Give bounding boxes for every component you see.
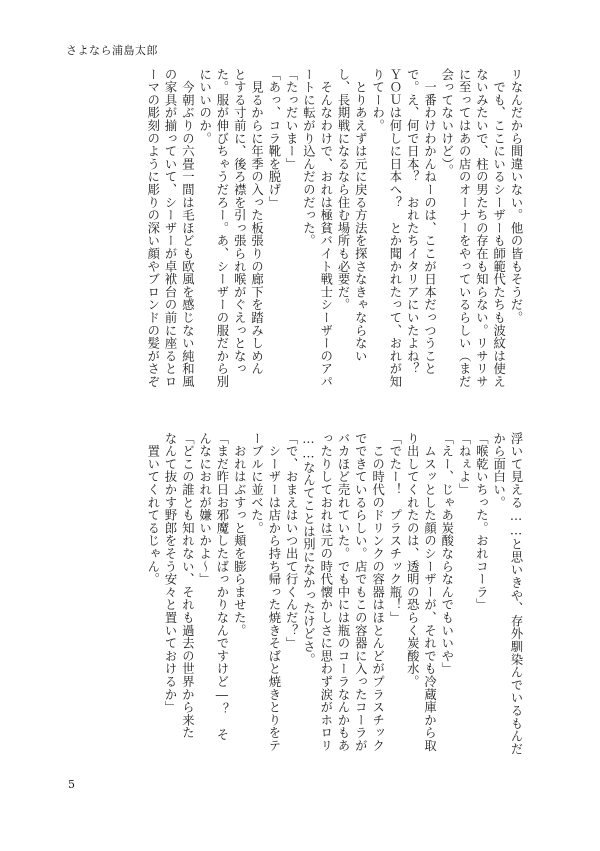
- text-line: ーブルに並べた。: [249, 432, 264, 535]
- text-line: で。え、何で日本？ おれたちイタリアにいたよね？: [405, 68, 420, 376]
- text-line: ーマの彫刻のように彫りの深い顔やブロンドの髪がさぞ: [145, 68, 160, 388]
- text-line: でも、ここにいるシーザーも師範代たちも波紋は使え: [491, 68, 506, 388]
- text-line: 「まだ昨日お邪魔したばっかりなんですけど―？ そ: [214, 432, 229, 741]
- text-line: り出してくれたのは、透明の恐らく炭酸水。: [405, 432, 420, 688]
- text-line: た。服が伸びちゃうだろー。あ、シーザーの服だから別: [214, 68, 229, 388]
- text-line: 「あっ、コラ靴を脱げ」: [266, 68, 281, 209]
- text-line: この時代のドリンクの容器はほとんどがプラスチック: [370, 432, 385, 752]
- text-line: ……なんてことは別になかったけどさ。: [301, 432, 316, 666]
- text-line: 「たっだいまー」: [284, 68, 299, 171]
- text-line: し、長期戦になるなら住む場所も必要だ。: [336, 68, 351, 312]
- text-line: ムスッとした顔のシーザーが、それでも冷蔵庫から取: [422, 432, 437, 752]
- text-line: とりあえずは元に戻る方法を探さなきゃならない: [353, 68, 368, 363]
- text-line: 「えー、じゃあ炭酸ならなんでもいいや」: [439, 432, 454, 676]
- running-head: さよなら浦島太郎: [66, 44, 158, 57]
- text-line: 「でたー！ プラスチック瓶！」: [387, 432, 402, 624]
- text-block-top: [104, 68, 524, 416]
- text-line: そんなわけで、おれは極貧バイト戦士シーザーのアパ: [318, 68, 333, 388]
- text-line: の家具が揃っていて、シーザーが卓袱台の前に座るとロ: [163, 68, 178, 388]
- text-line: 「ねぇよ」: [457, 432, 472, 496]
- text-line: 「喉乾いちった。おれコーラ」: [474, 432, 489, 612]
- text-line: 浮いて見える……と思いきや、存外馴染んでいるもんだ: [509, 432, 523, 756]
- text-line: 会ってないけど）。: [439, 68, 454, 178]
- text-block-bottom: [104, 432, 524, 775]
- text-line: ないみたいで、柱の男たちの存在も知らない。リサリサ: [474, 68, 489, 388]
- text-line: んなにおれが嫌いかよ～」: [197, 432, 212, 586]
- text-line: 一番わけわかんねーのは、ここが日本だっつうこと: [422, 68, 437, 376]
- text-line: 置いてくれてるじゃん。: [145, 432, 160, 586]
- text-line: バカほど売れていた。でも中には瓶のコーラなんかもあ: [336, 432, 351, 752]
- text-line: 見るからに年季の入った板張りの廊下を踏みしめん: [249, 68, 264, 376]
- text-line: おれはぶすっと頬を膨らませた。: [232, 432, 247, 637]
- page-number: 5: [68, 778, 75, 791]
- text-line: ートに転がり込んだのだった。: [301, 68, 316, 248]
- text-line: シーザーは店から持ち帰った焼きそばと焼きとりをテ: [266, 432, 281, 752]
- text-line: 「で、おまえはいつ出て行くんだ？」: [284, 432, 299, 650]
- text-line: 今朝ぶりの六畳一間は毛ほども欧風を感じない純和風: [180, 68, 195, 388]
- text-line: なんて抜かす野郎をそう安々と置いておけるか」: [163, 432, 178, 714]
- text-line: にいいのか。: [197, 68, 212, 145]
- text-line: に至ってはあの店のオーナーをやっているらしい（まだ: [457, 68, 472, 388]
- text-line: でできているらしい。店でもこの容器に入ったコーラが: [353, 432, 368, 752]
- text-line: リなんだから間違いない。他の皆もそうだ。: [509, 68, 523, 324]
- text-line: 「どこの誰とも知れない、それも過去の世界から来た: [180, 432, 195, 740]
- text-line: とする寸前に、後ろ襟を引っ張られ喉がぐえっとなっ: [232, 68, 247, 376]
- text-line: りてーわ。: [370, 68, 385, 132]
- text-line: から面白い。: [491, 432, 506, 509]
- text-line: ったりしておれは元の時代懐かしさに思わず涙がホロリ: [318, 432, 333, 752]
- text-line: ＹＯＵは何しに日本へ？ とか聞かれたって、おれが知: [387, 68, 402, 388]
